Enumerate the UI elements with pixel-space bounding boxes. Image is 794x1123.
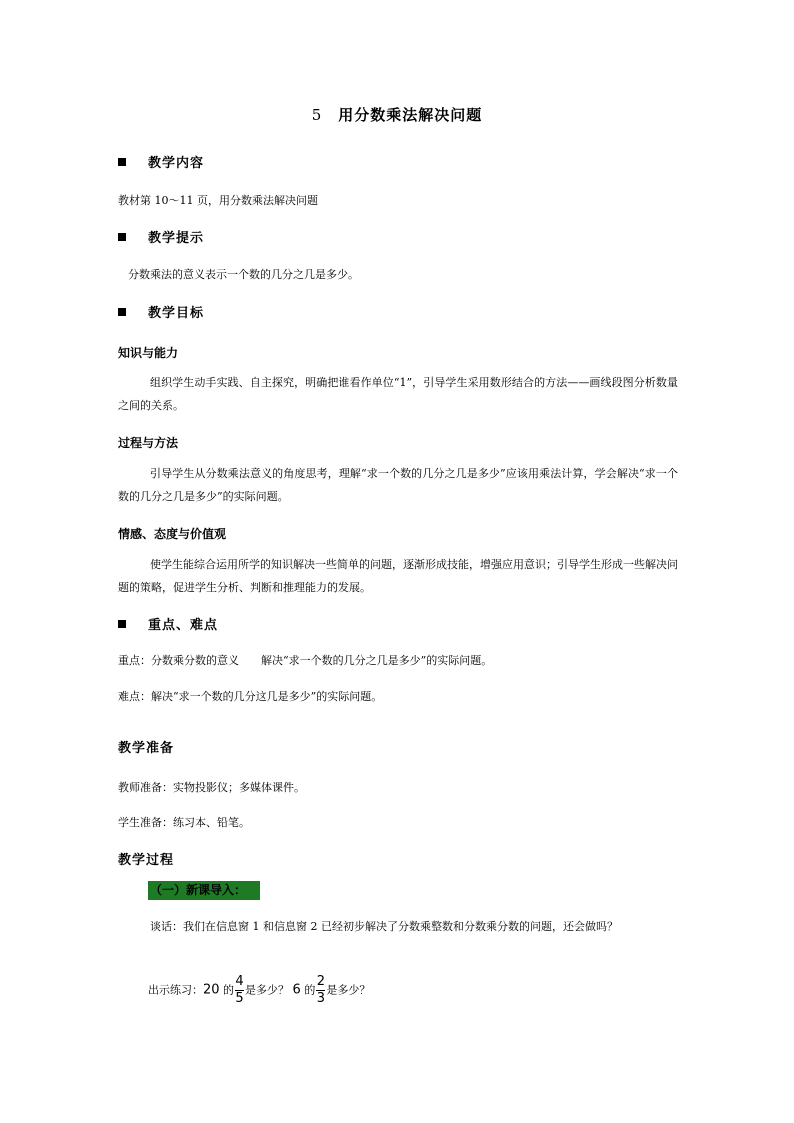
- square-bullet-icon: [118, 233, 126, 241]
- teacher-prep-text: 教师准备：实物投影仪；多媒体课件。: [118, 781, 305, 794]
- fraction-four-fifths: $\frac{4}{5}$: [235, 974, 244, 1006]
- exercise-line: 出示练习：20 的 $\frac{4}{5}$ 是多少？ 6 的 $\frac{2}{3}$ 是多少？: [148, 974, 371, 1006]
- student-prep-text: 学生准备：练习本、铅笔。: [118, 816, 250, 829]
- section-heading-goals: 教学目标: [118, 302, 204, 321]
- exercise-number-1: 20: [203, 982, 220, 998]
- square-bullet-icon: [118, 158, 126, 166]
- content-text: 教材第 10～11 页，用分数乘法解决问题: [118, 194, 318, 207]
- emotion-heading: 情感、态度与价值观: [118, 527, 227, 541]
- section-heading-keypoints: 重点、难点: [118, 614, 218, 633]
- process-method-text: 引导学生从分数乘法意义的角度思考，理解“求一个数的几分之几是多少”应该用乘法计算，学会解决“求一个数的几分之几是多少”的实际问题。: [118, 467, 678, 503]
- section-heading-hint: 教学提示: [118, 227, 204, 246]
- lesson-number: 5: [311, 106, 323, 124]
- process-method-heading: 过程与方法: [118, 436, 179, 450]
- page-title: [0, 104, 794, 125]
- key-point-text: 重点：分数乘分数的意义 解决“求一个数的几分之几是多少”的实际问题。: [118, 654, 493, 667]
- section-heading-content: 教学内容: [118, 152, 204, 171]
- knowledge-text: 组织学生动手实践、自主探究，明确把谁看作单位“1”，引导学生采用数形结合的方法——画线段图分析数量之间的关系。: [118, 376, 678, 412]
- square-bullet-icon: [118, 308, 126, 316]
- prep-heading: 教学准备: [118, 741, 175, 756]
- knowledge-heading: 知识与能力: [118, 346, 179, 360]
- step-label-highlight: （一）新课导入：: [148, 881, 260, 900]
- emotion-text: 使学生能综合运用所学的知识解决一些简单的问题，逐渐形成技能，增强应用意识；引导学生形成一些解决问题的策略，促进学生分析、判断和推理能力的发展。: [118, 558, 678, 594]
- difficult-point-text: 难点：解决“求一个数的几分这几是多少”的实际问题。: [118, 690, 383, 703]
- lesson-title: 用分数乘法解决问题: [338, 106, 483, 124]
- intro-text: 谈话：我们在信息窗 1 和信息窗 2 已经初步解决了分数乘整数和分数乘分数的问题，还会做吗？: [150, 920, 618, 933]
- fraction-two-thirds: $\frac{2}{3}$: [316, 974, 325, 1006]
- exercise-number-2: 6: [292, 982, 301, 998]
- hint-text: 分数乘法的意义表示一个数的几分之几是多少。: [128, 268, 359, 281]
- process-heading: 教学过程: [118, 853, 175, 868]
- square-bullet-icon: [118, 620, 126, 628]
